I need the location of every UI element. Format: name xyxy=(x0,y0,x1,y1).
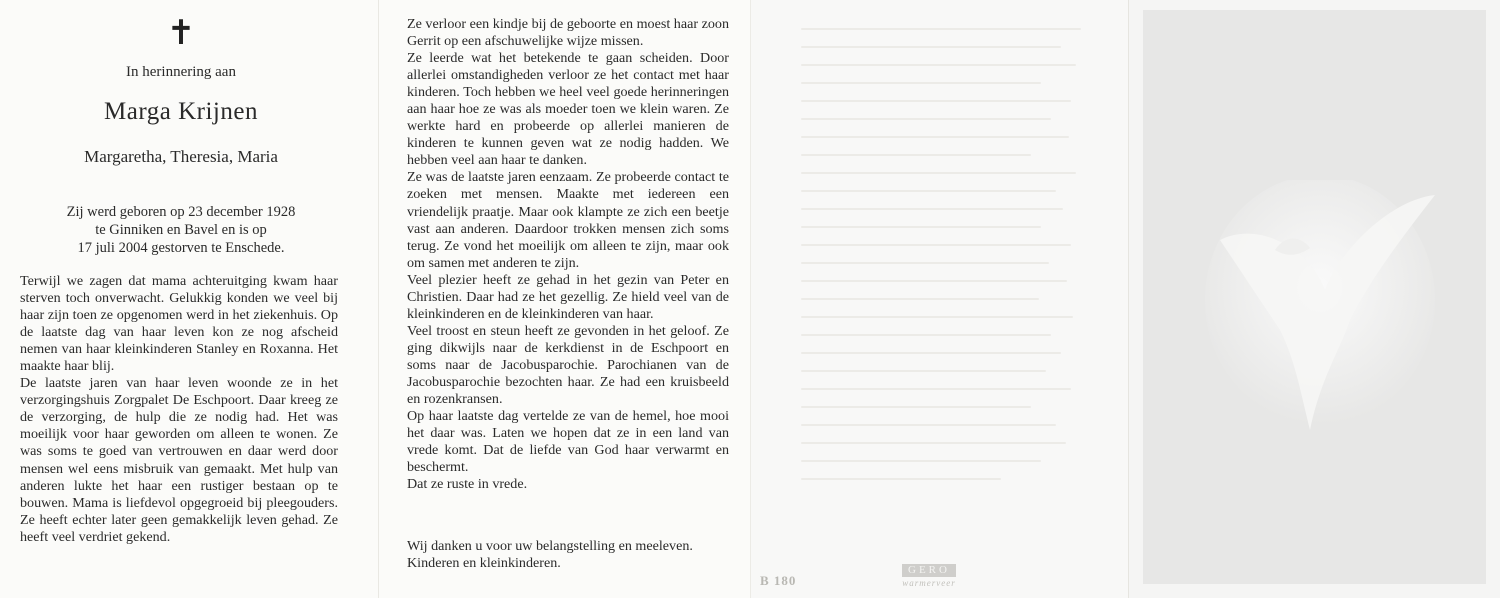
show-through-line xyxy=(801,100,1071,102)
thanks-line: Wij danken u voor uw belangstelling en meeleven. xyxy=(407,538,693,554)
show-through-line xyxy=(801,118,1051,120)
show-through-line xyxy=(801,136,1069,138)
show-through-line xyxy=(801,460,1041,462)
date-line: te Ginniken en Bavel en is op xyxy=(95,222,267,238)
print-code: B 180 xyxy=(760,573,797,588)
printer-logo-mark: GERO xyxy=(902,564,956,577)
intro-text: In herinnering aan xyxy=(126,64,236,80)
birth-death-dates xyxy=(0,203,362,257)
show-through-line xyxy=(801,208,1063,210)
show-through-line xyxy=(801,370,1046,372)
show-through-line xyxy=(801,478,1001,480)
show-through-line xyxy=(801,424,1056,426)
show-through-line xyxy=(801,316,1073,318)
show-through-line xyxy=(801,298,1039,300)
dove-image xyxy=(1200,180,1440,440)
show-through-line xyxy=(801,352,1061,354)
printer-logo xyxy=(888,560,970,588)
date-line: Zij werd geboren op 23 december 1928 xyxy=(66,204,296,220)
show-through-line xyxy=(801,46,1061,48)
thanks-line: Kinderen en kleinkinderen. xyxy=(407,555,561,572)
show-through-line xyxy=(801,244,1071,246)
show-through-line xyxy=(801,226,1041,228)
card-front-panel xyxy=(0,0,378,598)
cross-icon: ✝ xyxy=(166,15,196,52)
deceased-name: Marga Krijnen xyxy=(104,98,258,125)
paragraph: De laatste jaren van haar leven woonde ze in het verzorgingshuis Zorgpalet De Eschpoort. Daar kreeg ze de verzorging, de hulp die ze nodig had. Het was moeilijk voor haar geworden om alleen te wonen. Ze was soms te goed van vertrouwen en daar werd door mensen wel eens misbruik van gemaakt. Met hulp van anderen lukte het haar een rustiger bestaan op te bouwen. Mama is liefdevol opgegroeid bij pleegouders. Ze heeft echter later geen gemakkelijk leven gehad. Ze heeft veel verdriet gekend. xyxy=(20,375,338,545)
show-through-line xyxy=(801,442,1066,444)
memorial-text-right xyxy=(407,16,729,493)
show-through-line xyxy=(801,28,1081,30)
paragraph: Terwijl we zagen dat mama achteruitging kwam haar sterven toch onverwacht. Gelukkig konden we veel bij haar zijn toen ze opgenomen werd in het ziekenhuis. Op de laatste dag van haar leven kon ze nog afscheid nemen van haar kleinkinderen Stanley en Roxanna. Het maakte haar blij. xyxy=(20,273,338,375)
show-through-line xyxy=(801,262,1049,264)
given-names: Margaretha, Theresia, Maria xyxy=(84,147,278,166)
thanks-text xyxy=(407,538,693,572)
show-through-line xyxy=(801,82,1041,84)
show-through-line xyxy=(801,334,1051,336)
paragraph: Veel troost en steun heeft ze gevonden in het geloof. Ze ging dikwijls naar de kerkdienst in de Eschpoort en soms naar de Jacobusparochie. Parochianen van de Jacobusparochie bezochten haar. Ze had een kruisbeeld en rozenkransen. xyxy=(407,322,729,408)
show-through-line xyxy=(801,406,1031,408)
show-through-line xyxy=(801,190,1056,192)
printer-place: warmerveer xyxy=(902,578,956,588)
paragraph: Veel plezier heeft ze gehad in het gezin van Peter en Christien. Daar had ze het gezellig. Ze hield veel van de kleinkinderen en de kleinkinderen van haar. xyxy=(407,271,729,322)
paragraph: Op haar laatste dag vertelde ze van de hemel, hoe mooi het daar was. Laten we hopen dat ze in een land van vrede komt. Dat de liefde van God haar verwarmt en beschermt. xyxy=(407,408,729,476)
paragraph: Ze verloor een kindje bij de geboorte en moest haar zoon Gerrit op een afschuwelijke wijze missen. xyxy=(407,16,729,50)
paragraph: Ze was de laatste jaren eenzaam. Ze probeerde contact te zoeken met mensen. Maakte met iedereen een vriendelijk praatje. Maar ook klampte ze zich een beetje vast aan anderen. Daardoor trokken mensen zich soms terug. Ze vond het moeilijk om alleen te zijn, maar ook om samen met anderen te zijn. xyxy=(407,169,729,271)
paragraph: Ze leerde wat het betekende te gaan scheiden. Door allerlei omstandigheden verloor ze het contact met haar kinderen. Toch hebben we heel veel goede herinneringen aan haar hoe ze was als moeder toen we klein waren. Ze werkte hard en probeerde op allerlei manieren de kinderen te kunnen geven wat ze nodig hadden. We hebben veel aan haar te danken. xyxy=(407,50,729,169)
card-inner-panel xyxy=(378,0,750,598)
paragraph: Dat ze ruste in vrede. xyxy=(407,476,528,493)
memorial-text-left xyxy=(20,273,338,546)
show-through-line xyxy=(801,388,1071,390)
show-through-line xyxy=(801,280,1067,282)
date-line: 17 juli 2004 gestorven te Enschede. xyxy=(77,240,285,256)
show-through-line xyxy=(801,64,1076,66)
show-through-line xyxy=(801,172,1076,174)
card-back-panel xyxy=(750,0,1128,598)
show-through-line xyxy=(801,154,1031,156)
